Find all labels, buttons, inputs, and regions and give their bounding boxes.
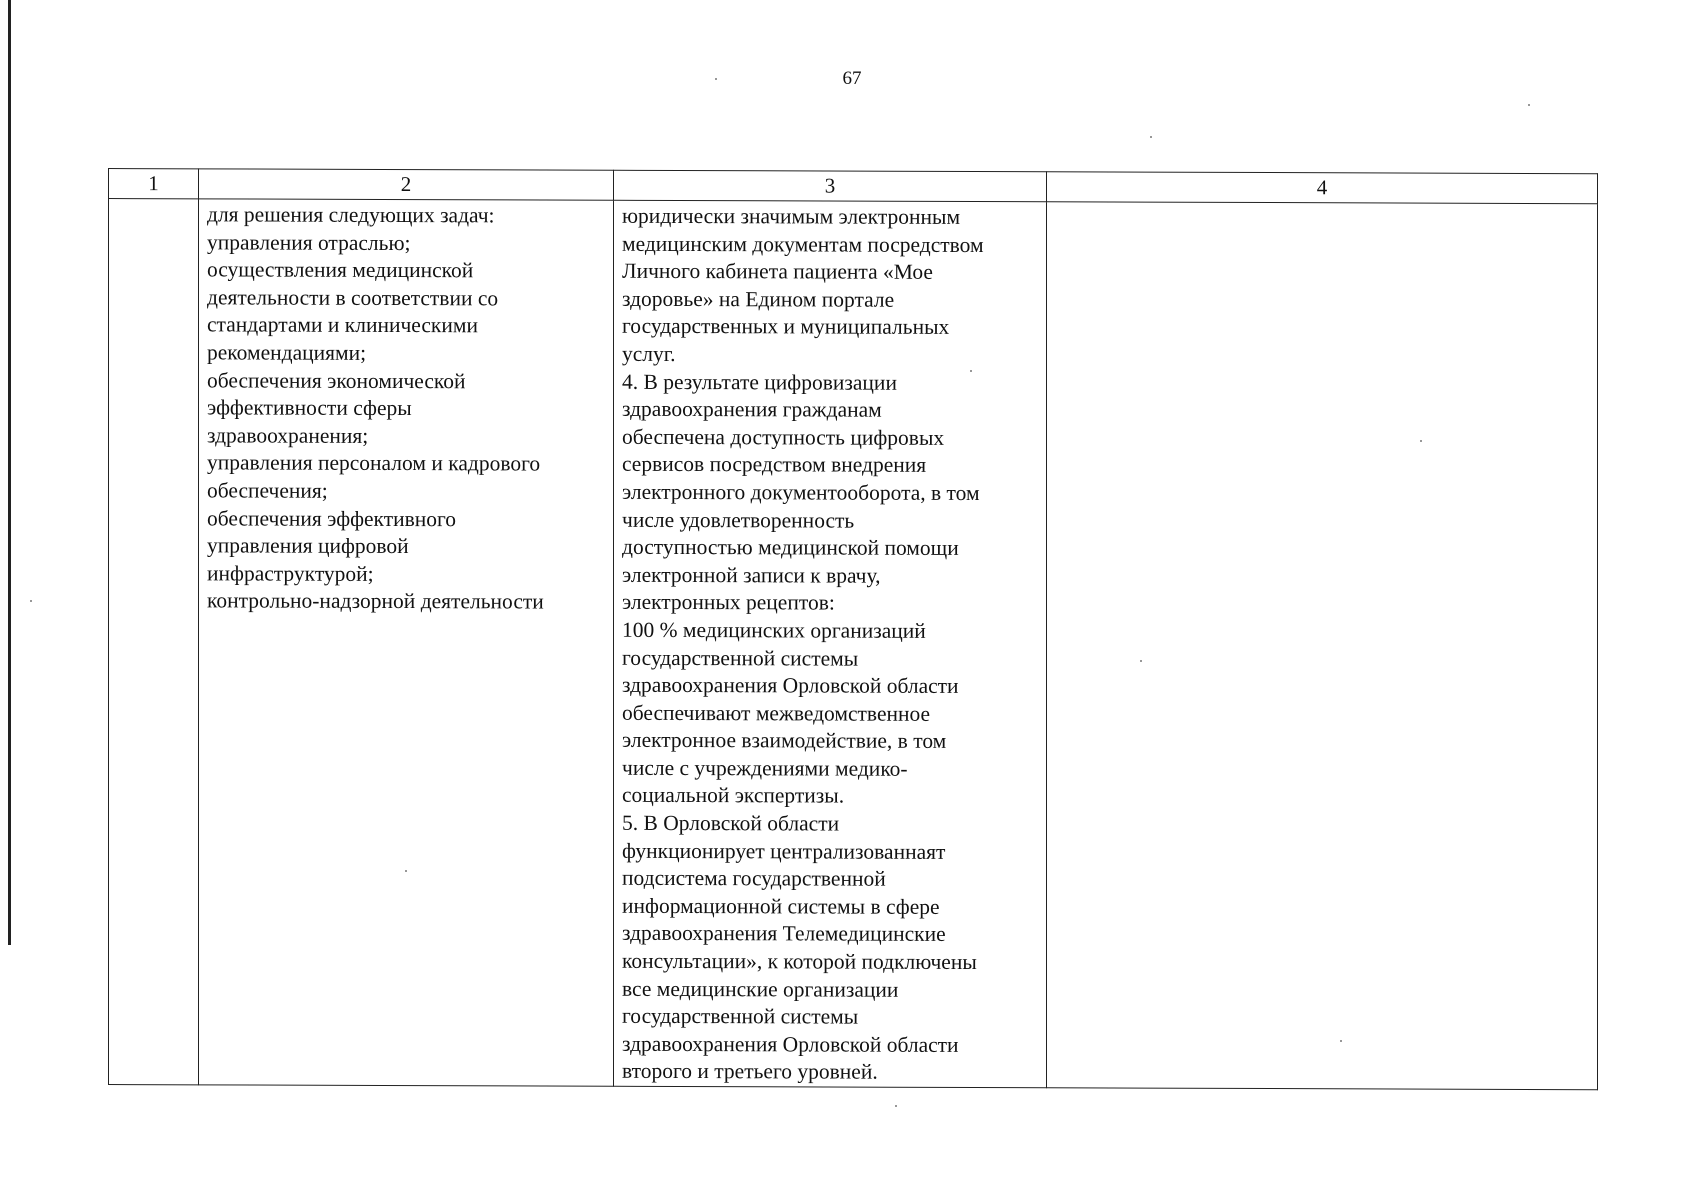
scan-speck <box>1150 136 1152 138</box>
cell-col-2 <box>199 199 614 1086</box>
column-header-4: 4 <box>1047 172 1598 204</box>
scan-speck <box>895 1105 897 1107</box>
scan-speck <box>1528 104 1530 106</box>
cell-col-3 <box>614 200 1047 1088</box>
scan-speck <box>30 600 32 602</box>
cell-text-col-2: для решения следующих задач: управления отраслью; осуществления медицинской деятельности в соответствии со стандартами и клиническими рекомендациями; обеспечения экономической эффективности сферы здравоохранения; управления персоналом и кадрового обеспечения; обеспечения эффективного управления цифровой инфраструктурой; контрольно-надзорной деятельности <box>207 202 544 614</box>
scan-speck <box>1420 440 1422 442</box>
scan-speck <box>1340 1040 1342 1042</box>
cell-col-4 <box>1047 202 1598 1090</box>
document-table <box>108 168 1598 1090</box>
column-header-2: 2 <box>199 169 614 200</box>
scan-speck <box>970 370 972 372</box>
scan-speck <box>405 870 407 872</box>
page-number: 67 <box>842 68 862 89</box>
column-header-3: 3 <box>614 170 1047 202</box>
cell-text-col-3: юридически значимым электронным медицинским документам посредством Личного кабинета пациента «Мое здоровье» на Едином портале государственных и муниципальных услуг. 4. В результате цифровизации здравоохранения гражданам обеспечена доступность цифровых сервисов посредством внедрения электронного документооборота, в том числе удовлетворенность доступностью медицинской помощи электронной записи к врачу, электронных рецептов: 100 % медицинских организаций государственной системы здравоохранения Орловской области обеспечивают межведомственное электронное взаимодействие, в том числе с учреждениями медико- социальной экспертизы. 5. В Орловской области функционирует централизованнаят подсистема государственной информационной системы в сфере здравоохранения Телемедицинские консультации», к которой подключены все медицинские организации государственной системы здравоохранения Орловской области второго и третьего уровней. <box>622 203 984 1085</box>
cell-text-col-4 <box>1047 202 1597 206</box>
cell-text-col-1 <box>109 199 198 201</box>
scan-speck <box>1140 660 1142 662</box>
cell-col-1 <box>109 199 199 1085</box>
table-row <box>109 199 1598 1090</box>
scan-edge-line <box>8 0 11 945</box>
scan-speck <box>715 78 717 80</box>
column-header-1: 1 <box>109 169 199 199</box>
